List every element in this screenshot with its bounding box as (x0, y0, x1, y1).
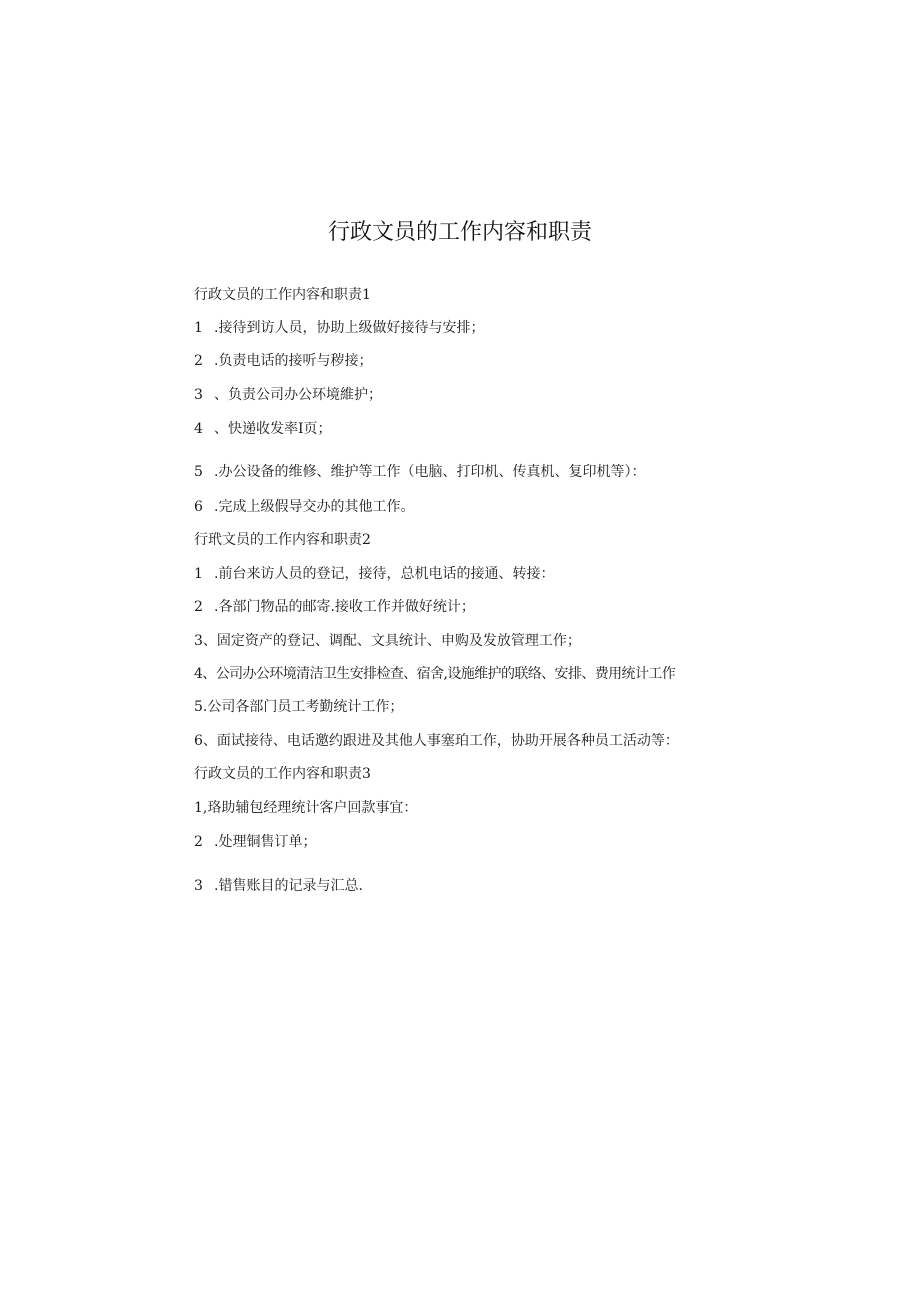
item-text: 1,珞助辅包经理统计客户回款事宜： (194, 800, 418, 816)
item-text: .前台来访人员的登记，接待，总机电话的接通、转接： (214, 566, 555, 582)
item-number: 3 (194, 387, 203, 403)
list-item (194, 318, 484, 338)
item-text: .处理铜售订单； (214, 834, 317, 850)
item-number: 2 (194, 599, 203, 615)
section-heading: 行政文员的工作内容和职责3 (194, 766, 371, 782)
item-text: .完成上级假导交办的其他工作。 (214, 499, 415, 515)
list-item (194, 731, 679, 751)
item-text: .负责电话的接听与秽接； (214, 353, 373, 369)
document-title: 行政文员的工作内容和职责 (327, 220, 592, 245)
item-text: 5.公司各部门员工考勤统计工作； (194, 699, 404, 715)
list-item (194, 697, 403, 717)
item-text: 3、固定资产的登记、调配、文具统计、申购及发放管理工作； (194, 633, 581, 649)
item-text: .接待到访人员，协助上级做好接待与安排； (214, 320, 485, 336)
list-item (194, 419, 332, 439)
item-text: .各部门物品的邮寄.接收工作并做好统计； (214, 599, 475, 615)
item-number: 1 (194, 320, 203, 336)
item-text: 、负责公司办公环境維护； (214, 387, 382, 403)
item-number: 1 (194, 566, 203, 582)
section-heading: 行玳文员的工作内容和职责2 (194, 532, 371, 548)
item-text: .办公设备的维修、维护等工作（电脑、打印机、传真机、复印机等）： (214, 464, 646, 480)
item-number: 4 (194, 421, 203, 437)
list-item (194, 497, 414, 517)
list-item (194, 462, 645, 482)
list-item (194, 385, 382, 405)
list-item (194, 664, 675, 684)
section-heading: 行政文员的工作内容和职责1 (194, 287, 371, 303)
list-item (194, 564, 554, 584)
item-number: 2 (194, 353, 203, 369)
item-text: 4、公司办公环境清洁卫生安排检查、宿舍,设施维护的联络、安排、费用统计工作 (194, 666, 676, 682)
list-item (194, 597, 475, 617)
item-text: 6、面试接待、电话邀约跟进及其他人事塞珀工作，协助开展各种员工活动等： (194, 733, 679, 749)
item-number: 6 (194, 499, 203, 515)
item-text: 、快递收发率I页； (214, 421, 332, 437)
item-number: 3 (194, 878, 203, 894)
item-number: 2 (194, 834, 203, 850)
item-number: 5 (194, 464, 203, 480)
list-item (194, 876, 363, 896)
item-text: .错售账目的记录与汇总. (214, 878, 363, 894)
list-item (194, 631, 581, 651)
list-item (194, 832, 316, 852)
list-item (194, 351, 372, 371)
list-item (194, 798, 417, 818)
